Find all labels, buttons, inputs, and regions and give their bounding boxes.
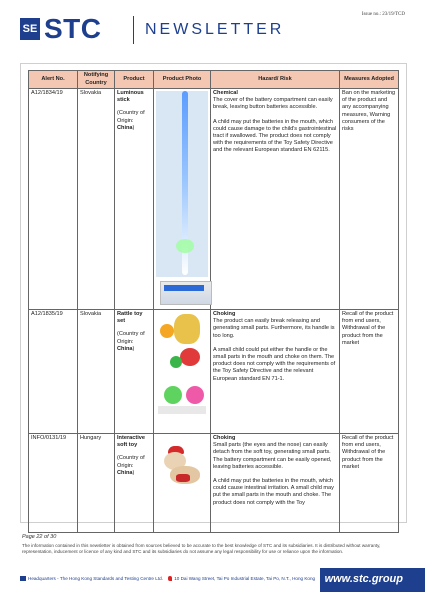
hazard-title: Choking [213,311,236,317]
product-photo-rattle-toy [154,310,211,434]
product-photo-soft-toy [154,434,211,533]
address-text: 10 Dai Wang Street, Tai Po Industrial Estate, Tai Po, N.T., Hong Kong [174,576,316,581]
origin-text [117,110,151,132]
col-hazard-risk: Hazard/ Risk [211,71,340,89]
hazard-detail: A child may put the batteries in the mouth, which could cause intestinal irritation. A small child may put the small parts in the mouth and choke. The product does not comply with the Toy [213,478,334,506]
table-row [29,89,399,310]
origin-country: China [117,469,133,476]
measures-adopted: Ban on the marketing of the product and any accompanying measures, Warning consumers of the risks [340,89,399,310]
alert-no: INFO/0131/19 [29,434,78,533]
table-row [29,310,399,434]
col-measures-adopted: Measures Adopted [340,71,399,89]
stc-logo-text: STC [44,13,102,44]
hazard-description: The cover of the battery compartment can easily break, leaving button batteries accessible. [213,97,333,111]
issue-number: Issue no.: 23/19/TCD [361,12,405,17]
origin-label: (Country of Origin: [117,331,145,345]
col-product: Product [115,71,154,89]
hazard-cell [211,310,340,434]
measures-adopted: Recall of the product from end users, Withdrawal of the product from the market [340,434,399,533]
product-cell [115,310,154,434]
hazard-title: Choking [213,435,236,441]
hazard-cell [211,434,340,533]
headquarters-info [20,576,315,581]
newsletter-title: NEWSLETTER [145,21,285,38]
origin-label: (Country of Origin: [117,110,145,124]
notifying-country: Slovakia [78,310,115,434]
building-icon [20,576,26,581]
product-cell [115,89,154,310]
rattle-giraffe-image [174,314,200,344]
origin-country: China [117,124,133,131]
stc-logo-icon: SE [20,18,40,40]
location-pin-icon [168,576,172,581]
notifying-country: Slovakia [78,89,115,310]
hazard-cell [211,89,340,310]
origin-label: (Country of Origin: [117,455,145,469]
table-row [29,434,399,533]
product-name: Interactive soft toy [117,435,145,449]
notifying-country: Hungary [78,434,115,533]
page-number: Page 22 of 30 [22,534,57,540]
newsletter-header [0,0,425,60]
alert-no: A12/1834/19 [29,89,78,310]
logo-divider [133,16,134,44]
product-photo-luminous-stick [154,89,211,310]
table-header-row [29,71,399,89]
hazard-detail: A child may put the batteries in the mouth, which could cause damage to the child's gastrointestinal tract if swallowed. The product does not comply with the requirements of the Toy Safety Directive and the relevant European standard EN 62115. [213,118,337,154]
alert-no: A12/1835/19 [29,310,78,434]
hazard-title: Chemical [213,90,238,96]
product-cell [115,434,154,533]
origin-text [117,455,151,477]
rattle-pink-image [186,386,204,404]
product-name: Luminous stick [117,90,144,104]
disclaimer-text: The information contained in this newsletter is obtained from sources believed to be accurate to the best knowledge of STC and its subsidiaries. It is distributed without warranty, representation, inducement or licence of any kind and STC and its subsidiaries do not assume any legal responsibility for use or reliance upon the information. [22,543,381,554]
col-product-photo: Product Photo [154,71,211,89]
col-alert-no: Alert No. [29,71,78,89]
origin-close: ) [132,469,135,476]
product-name: Rattle toy set [117,311,143,325]
origin-text [117,331,151,353]
website-link[interactable]: www.stc.group [324,573,403,585]
alert-table [28,70,399,533]
col-notifying-country: Notifying Country [78,71,115,89]
rattle-green-image [164,386,182,404]
hazard-description: Small parts (the eyes and the nose) can easily detach from the soft toy, generating small parts. The battery compartment can be easily opened, leaving batteries accessible. [213,442,332,470]
origin-close: ) [132,124,135,131]
hazard-description: The product can easily break releasing and generating small parts. Furthermore, its handle is too long. [213,318,335,339]
origin-close: ) [132,345,135,352]
hazard-detail: A small child could put either the handle or the small parts in the mouth and choke on them. The product does not comply with the requirements of the Toy Safety Directive and the relevant European standard EN 71-1. [213,346,336,382]
measures-adopted: Recall of the product from end users, Withdrawal of the product from the market [340,310,399,434]
origin-country: China [117,345,133,352]
headquarters-label: Headquarters - The Hong Kong Standards and Testing Centre Ltd. [28,576,163,581]
